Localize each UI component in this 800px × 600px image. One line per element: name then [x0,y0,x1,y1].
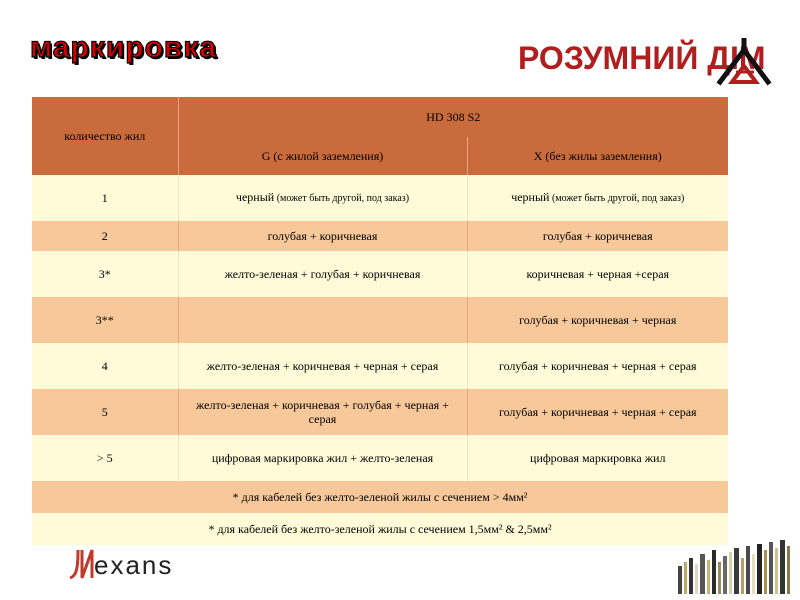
brand-name: РОЗУМНИЙ ДІМ [518,40,766,76]
x-cell: голубая + коричневая + черная + серая [467,343,728,389]
g-cell [178,297,467,343]
cores-cell: > 5 [32,435,178,481]
footnote-2: * для кабелей без желто-зеленой жилы с сечением 1,5мм² & 2,5мм² [32,513,728,545]
table-row [32,389,728,435]
g-cell: желто-зеленая + коричневая + черная + серая [178,343,467,389]
house-icon [714,38,774,88]
x-cell: цифровая маркировка жил [467,435,728,481]
brand-logo [518,38,778,88]
g-cell: цифровая маркировка жил + желто-зеленая [178,435,467,481]
header-col-g: G (с жилой заземления) [178,137,467,175]
footnote-row [32,481,728,513]
header-col-x: X (без жилы заземления) [467,137,728,175]
slide-title: маркировка [30,31,218,64]
table-row [32,175,728,221]
cores-cell: 3** [32,297,178,343]
table-header-row [32,97,728,137]
x-cell: голубая + коричневая [467,221,728,251]
table-row [32,297,728,343]
table-row [32,251,728,297]
cores-cell: 5 [32,389,178,435]
nexans-logo [66,546,196,582]
x-cell: голубая + коричневая + черная [467,297,728,343]
x-cell: черный (может быть другой, под заказ) [467,175,728,221]
table-row [32,221,728,251]
table-row [32,435,728,481]
nexans-mark-icon [66,546,96,582]
header-standard: HD 308 S2 [178,97,728,137]
cable-samples-image [674,540,794,596]
footnote-1: * для кабелей без желто-зеленой жилы с сечением > 4мм² [32,481,728,513]
cores-cell: 4 [32,343,178,389]
x-cell: голубая + коричневая + черная + серая [467,389,728,435]
marking-table [32,97,728,545]
g-cell: черный (может быть другой, под заказ) [178,175,467,221]
x-cell: коричневая + черная +серая [467,251,728,297]
header-cores: количество жил [32,97,178,175]
table-row [32,343,728,389]
cores-cell: 3* [32,251,178,297]
g-cell: голубая + коричневая [178,221,467,251]
nexans-wordmark: exans [94,550,174,580]
g-cell: желто-зеленая + коричневая + голубая + черная + серая [178,389,467,435]
cores-cell: 2 [32,221,178,251]
cores-cell: 1 [32,175,178,221]
g-cell: желто-зеленая + голубая + коричневая [178,251,467,297]
footnote-row [32,513,728,545]
